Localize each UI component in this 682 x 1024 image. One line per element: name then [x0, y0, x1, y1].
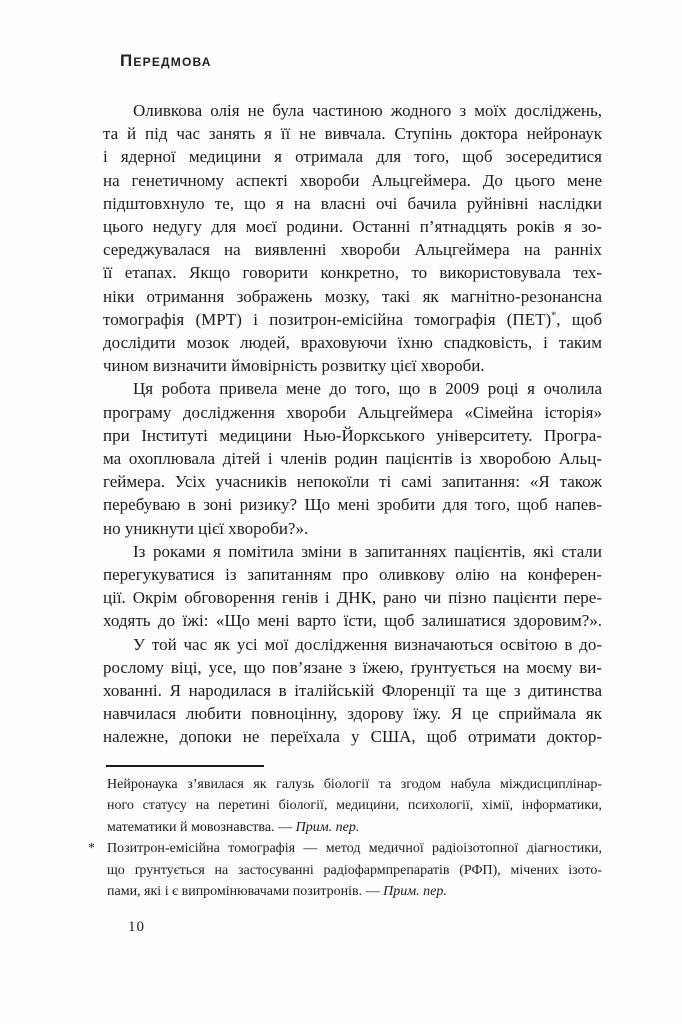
text-line: підштовхнуло те, що я на власні очі бачила руйнівні наслідки — [103, 193, 602, 213]
text-line: геймера. Усіх учасників непокоїли ті самі запитання: «Я також — [103, 472, 602, 492]
footnote-marker: * — [88, 841, 95, 857]
text-line: чином визначити ймовірність розвитку цієї хвороби. — [103, 356, 485, 376]
text-line: середжувалася на виявленні хвороби Альцгеймера на ранніх — [103, 240, 602, 260]
text-line: Ця робота привела мене до того, що в 2009 році я очолила — [133, 379, 602, 399]
text-line: дослідити мозок людей, враховуючи їхню спадковість, і таким — [103, 333, 602, 353]
text-line: У той час як усі мої дослідження визначаються освітою в до- — [133, 634, 602, 654]
body-text — [103, 99, 602, 749]
text-line: томографія (МРТ) і позитрон-емісійна томографія (ПЕТ)*, щоб — [103, 309, 602, 329]
text-line: Оливкова олія не була частиною жодного з моїх досліджень, — [133, 101, 602, 120]
text-line: та й під час занять я її не вивчала. Ступінь доктора нейронаук — [103, 124, 602, 144]
text-line: що ґрунтується на застосуванні радіофармпрепаратів (РФП), мічених ізото- — [107, 862, 602, 878]
text-line: перегукуватися із запитанням про оливкову олію на конферен- — [103, 565, 602, 585]
text-line: Із роками я помітила зміни в запитаннях пацієнтів, які стали — [133, 541, 602, 561]
text-line: перебуваю в зоні ризику? Що мені зробити для того, щоб напев- — [103, 495, 602, 515]
running-head: Передмова — [120, 51, 212, 70]
text-line: при Інституті медицини Нью-Йоркського університету. Програ- — [103, 425, 602, 445]
text-line: навчилася любити повноцінну, здорову їжу. Я це сприймала як — [103, 704, 602, 724]
text-line: хованні. Я народилася в італійській Флоренції та ще з дитинства — [103, 681, 602, 701]
text-line: ма охоплювала дітей і членів родин пацієнтів із хворобою Альц- — [103, 449, 602, 469]
footnotes — [88, 774, 602, 902]
footnote-separator-rule — [106, 765, 264, 767]
text-line: математики й мовознавства. — Прим. пер. — [107, 819, 360, 835]
page-number: 10 — [128, 919, 145, 935]
text-line: цього недугу для моєї родини. Останні п’ятнадцять років я зо- — [103, 217, 602, 237]
text-line: ції. Окрім обговорення генів і ДНК, рано чи пізно пацієнти пере- — [103, 588, 602, 608]
text-line: на генетичному аспекті хвороби Альцгеймера. До цього мене — [103, 170, 602, 190]
text-line: ного статусу на перетині біології, медицини, психології, хімії, інформатики, — [107, 798, 602, 814]
footnote-reference-asterisk: * — [551, 310, 557, 322]
text-line: но уникнути цієї хвороби?». — [103, 518, 309, 538]
text-line: ходять до їжі: «Що мені варто їсти, щоб залишатися здоровим?». — [103, 611, 602, 631]
text-line: Позитрон-емісійна томографія — метод медичної радіоізотопної діагностики, — [107, 841, 602, 857]
footnote — [88, 838, 602, 902]
text-line: належне, допоки не переїхала у США, щоб отримати доктор- — [103, 727, 602, 747]
text-line: і ядерної медицини я отримала для того, щоб зосередитися — [103, 147, 602, 167]
text-line: її етапах. Якщо говорити конкретно, то використовувала тех- — [103, 263, 602, 283]
text-line: Нейронаука з’явилася як галузь біології та згодом набула міждисциплінар- — [107, 777, 602, 792]
text-line: пами, які і є випромінювачами позитронів. — Прим. пер. — [107, 884, 447, 900]
text-line: програму дослідження хвороби Альцгеймера «Сімейна історія» — [103, 402, 602, 422]
text-line: ніки отримання зображень мозку, такі як магнітно-резонансна — [103, 286, 602, 306]
text-line: рослому віці, усе, що пов’язане з їжею, ґрунтується на моєму ви- — [103, 657, 602, 677]
footnote — [107, 774, 602, 838]
